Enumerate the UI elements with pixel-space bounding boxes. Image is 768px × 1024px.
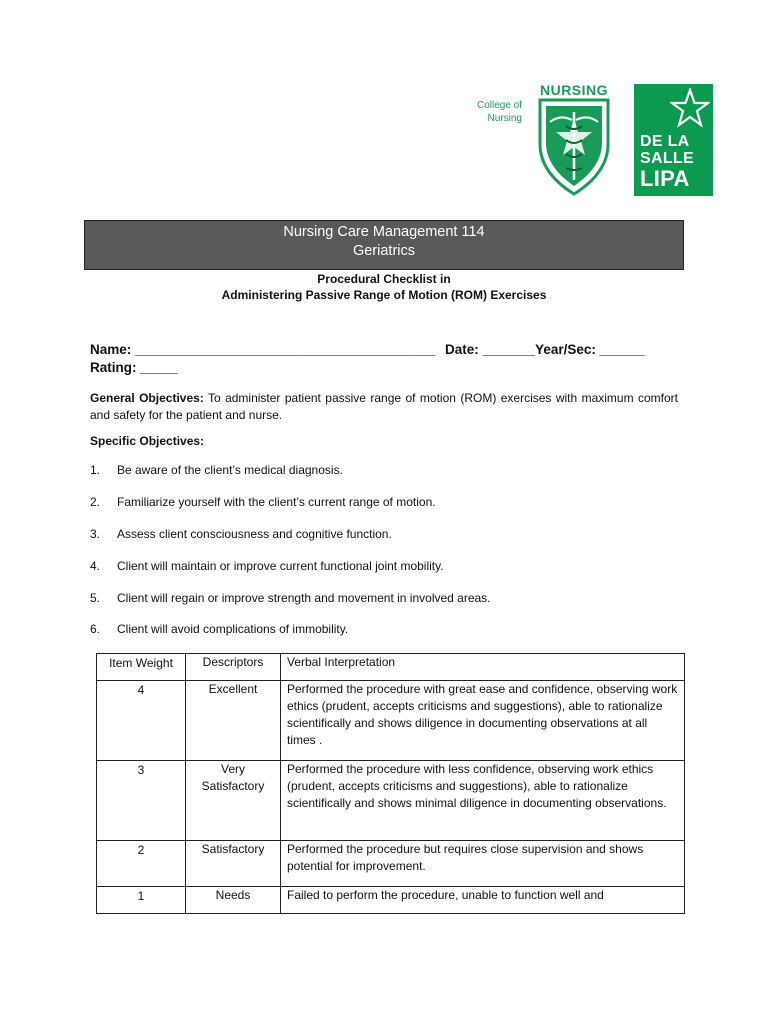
- general-objectives: General Objectives: To administer patient passive range of motion (ROM) exercises with maximum comfort and safety for the patient and nurse.: [90, 391, 678, 422]
- rating-scale-table: [96, 653, 685, 914]
- list-item: 3. Assess client consciousness and cognitive function.: [90, 527, 392, 541]
- rating-field: Rating: _____: [90, 360, 178, 375]
- specific-objectives-heading: Specific Objectives:: [90, 434, 205, 448]
- table-header-row: [97, 654, 685, 681]
- list-item: 6. Client will avoid complications of immobility.: [90, 622, 349, 636]
- table-row: 1 Needs Failed to perform the procedure, unable to function well and: [97, 887, 685, 914]
- header-verbal-interpretation: Verbal Interpretation: [281, 654, 685, 681]
- course-title: Nursing Care Management 114: [283, 224, 485, 240]
- course-title-banner: [84, 220, 684, 270]
- college-of-nursing-label: College of Nursing: [476, 100, 522, 124]
- list-item: 2. Familiarize yourself with the client’s current range of motion.: [90, 495, 436, 509]
- course-subtitle: Geriatrics: [352, 243, 416, 259]
- header-item-weight: Item Weight: [97, 654, 186, 681]
- header-descriptors: Descriptors: [186, 654, 281, 681]
- de-la-salle-lipa-logo: DE LA SALLE LIPA: [634, 84, 713, 196]
- table-row: 3 Very Satisfactory Performed the procedure with less confidence, observing work ethics (prudent, accepts criticisms and suggestions), able to rationalize scientifically and shows minimal diligence in documenting observations.: [97, 761, 685, 841]
- list-item: 4. Client will maintain or improve current functional joint mobility.: [90, 559, 444, 573]
- list-item: 5. Client will regain or improve strength and movement in involved areas.: [90, 591, 491, 605]
- star-icon: [670, 88, 710, 128]
- nursing-shield-logo: [536, 96, 612, 196]
- date-year-sec-field: Date: _______Year/Sec: ______: [445, 342, 645, 357]
- table-row: 2 Satisfactory Performed the procedure but requires close supervision and shows potential for improvement.: [97, 841, 685, 887]
- name-field: Name: ________________________________________: [90, 342, 436, 357]
- checklist-title: Procedural Checklist in Administering Passive Range of Motion (ROM) Exercises: [221, 272, 547, 302]
- list-item: 1. Be aware of the client’s medical diagnosis.: [90, 463, 343, 477]
- nursing-badge-title: NURSING: [539, 82, 609, 98]
- table-row: 4 Excellent Performed the procedure with great ease and confidence, observing work ethics (prudent, accepts criticisms and suggestions), able to rationalize scientifically and shows diligence in documenting observations at all times .: [97, 681, 685, 761]
